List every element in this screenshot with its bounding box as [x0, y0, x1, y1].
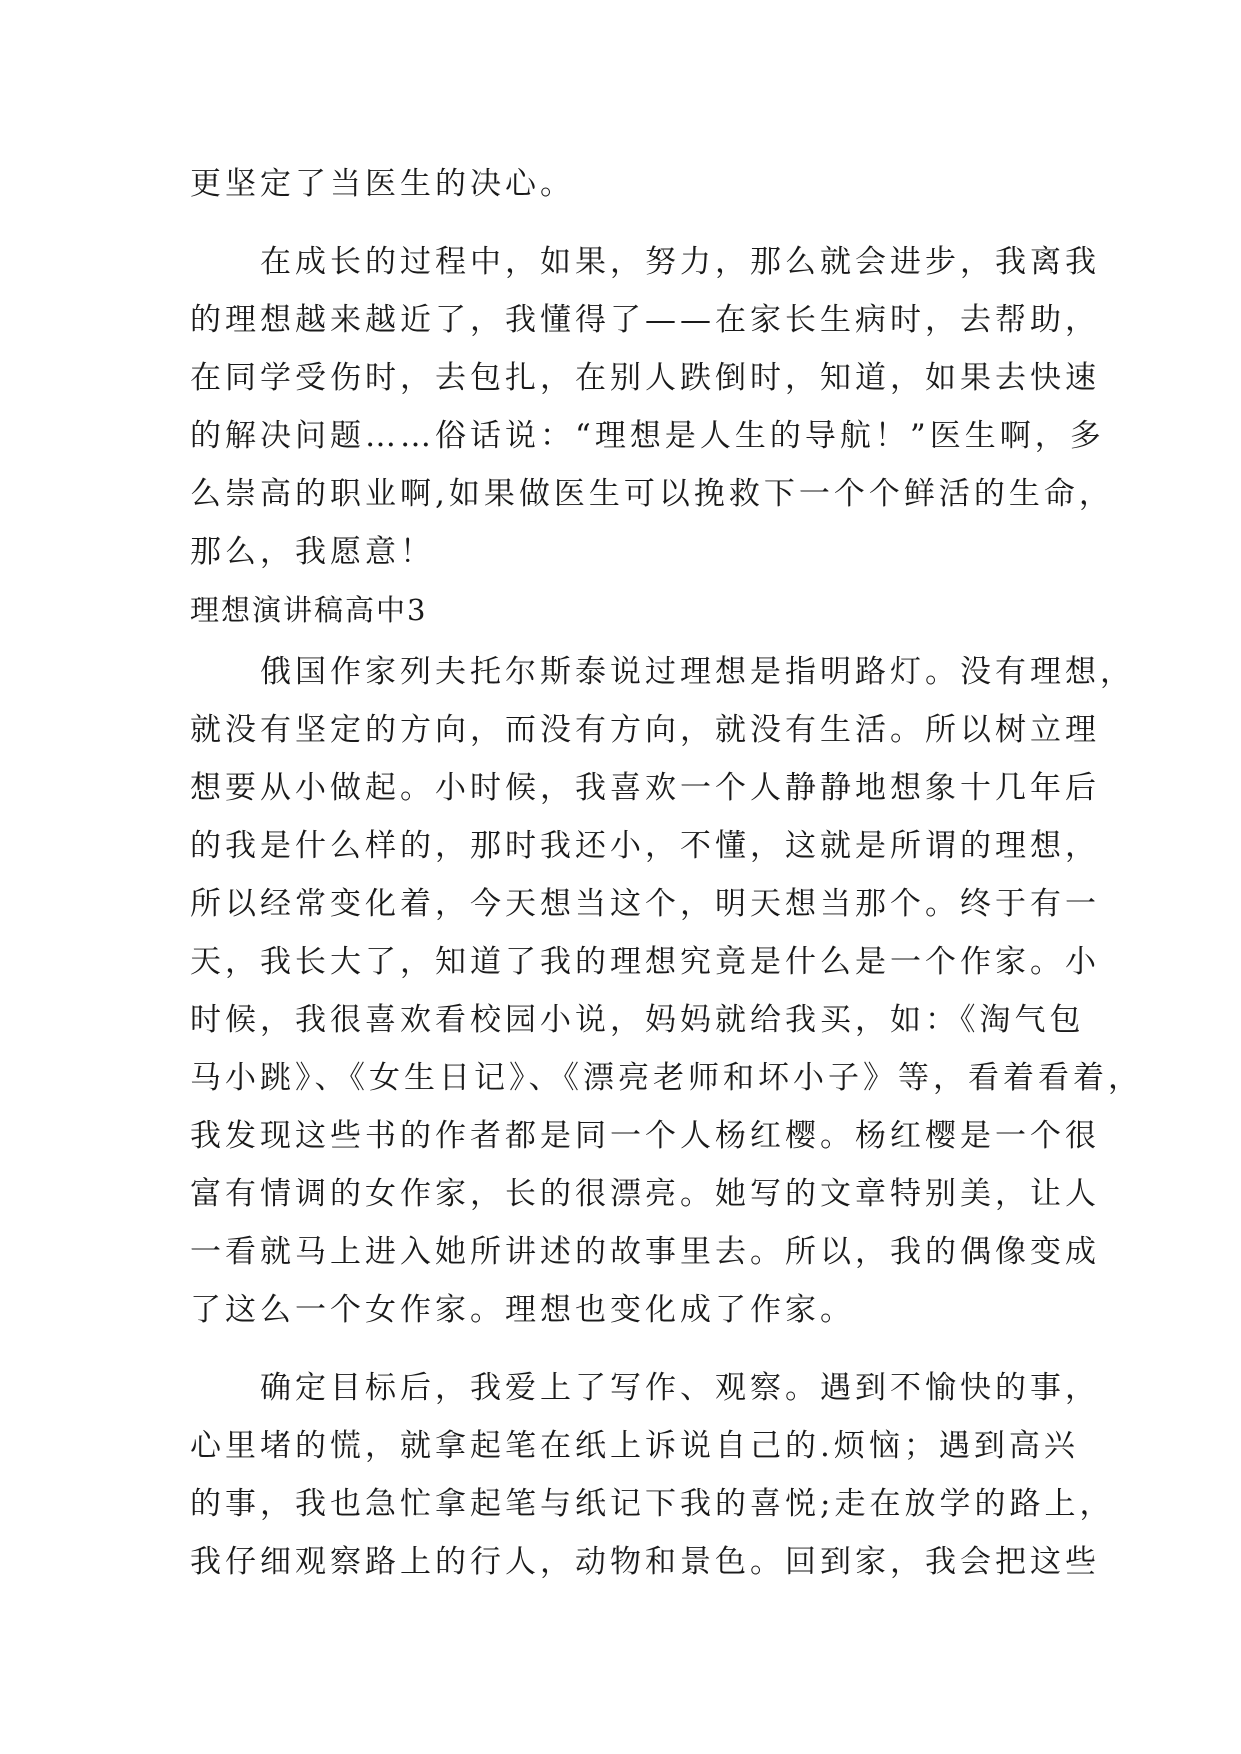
text-line: 确定目标后，我爱上了写作、观察。遇到不愉快的事，: [260, 1370, 1100, 1406]
text-line: 想要从小做起。小时候，我喜欢一个人静静地想象十几年后: [190, 770, 1100, 806]
paragraph: [190, 1359, 1115, 1591]
paragraph: [190, 233, 1114, 581]
text-line: 那么，我愿意！: [190, 534, 435, 570]
text-line: 所以经常变化着，今天想当这个，明天想当那个。终于有一: [190, 886, 1100, 922]
text-line: 心里堵的慌，就拿起笔在纸上诉说自己的.烦恼；遇到高兴: [190, 1428, 1079, 1464]
text-line: 一看就马上进入她所讲述的故事里去。所以，我的偶像变成: [190, 1234, 1100, 1270]
text-line: 在同学受伤时，去包扎，在别人跌倒时，知道，如果去快速: [190, 360, 1100, 396]
text-line: 么崇高的职业啊,如果做医生可以挽救下一个个鲜活的生命，: [190, 476, 1114, 512]
paragraph-gap: [190, 1339, 1070, 1359]
text-line: 我发现这些书的作者都是同一个人杨红樱。杨红樱是一个很: [190, 1118, 1100, 1154]
text-line: 了这么一个女作家。理想也变化成了作家。: [190, 1292, 855, 1328]
text-line: 的解决问题……俗话说：“理想是人生的导航！”医生啊，多: [190, 418, 1105, 454]
text-line: 的事，我也急忙拿起笔与纸记下我的喜悦;走在放学的路上，: [190, 1486, 1115, 1522]
text-line: 的理想越来越近了，我懂得了——在家长生病时，去帮助，: [190, 302, 1100, 338]
text-line: 就没有坚定的方向，而没有方向，就没有生活。所以树立理: [190, 712, 1100, 748]
text-line: 俄国作家列夫托尔斯泰说过理想是指明路灯。没有理想，: [260, 654, 1135, 690]
text-line: 天，我长大了，知道了我的理想究竟是什么是一个作家。小: [190, 944, 1100, 980]
paragraph-gap: [190, 213, 1070, 233]
text-line: 富有情调的女作家，长的很漂亮。她写的文章特别美，让人: [190, 1176, 1100, 1212]
paragraph: [190, 155, 1070, 213]
text-line: 的我是什么样的，那时我还小，不懂，这就是所谓的理想，: [190, 828, 1100, 864]
text-line: 我仔细观察路上的行人，动物和景色。回到家，我会把这些: [190, 1544, 1100, 1580]
text-line: 在成长的过程中，如果，努力，那么就会进步，我离我: [260, 244, 1100, 280]
text-line: 更坚定了当医生的决心。: [190, 166, 575, 202]
document-body: [190, 155, 1143, 1591]
text-line: 时候，我很喜欢看校园小说，妈妈就给我买，如：《淘气包: [190, 1002, 1085, 1038]
section-heading: 理想演讲稿高中3: [190, 593, 428, 627]
text-line: 马小跳》、《女生日记》、《漂亮老师和坏小子》等，看着看着，: [190, 1060, 1143, 1096]
paragraph: [190, 643, 1143, 1339]
